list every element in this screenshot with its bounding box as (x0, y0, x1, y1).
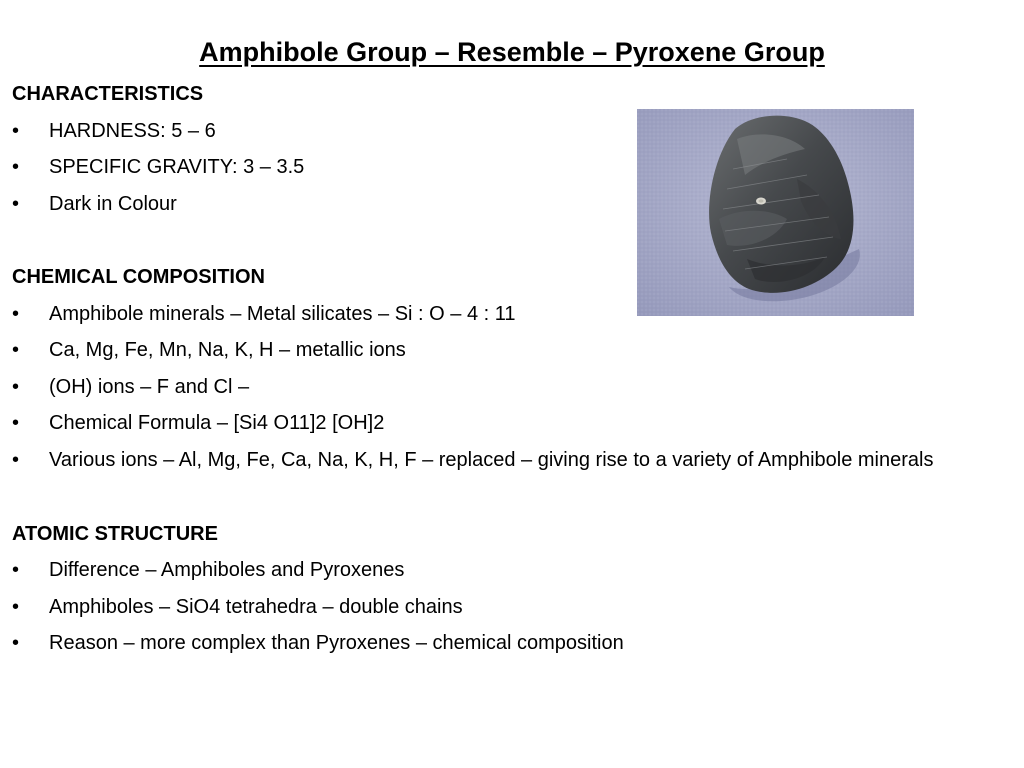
bullet-icon: • (12, 339, 20, 362)
list-item-text: Dark in Colour (49, 192, 177, 215)
list-item (12, 589, 1002, 626)
bullet-icon: • (12, 595, 20, 618)
list-item-text: Amphibole minerals – Metal silicates – Si : O – 4 : 11 (49, 302, 516, 325)
bullet-icon: • (12, 448, 20, 471)
list-item-text: Ca, Mg, Fe, Mn, Na, K, H – metallic ions (49, 339, 406, 362)
list-item-text: (OH) ions – F and Cl – (49, 375, 250, 398)
bullet-icon: • (12, 119, 20, 142)
list-item-text: Difference – Amphiboles and Pyroxenes (49, 559, 405, 582)
list-item (12, 442, 1002, 479)
section-heading-chemical-composition: CHEMICAL COMPOSITION (12, 265, 265, 288)
list-item-text: HARDNESS: 5 – 6 (49, 119, 216, 142)
section-heading-characteristics: CHARACTERISTICS (12, 83, 204, 105)
list-item (12, 369, 1002, 406)
mineral-photo-graphic (637, 109, 914, 316)
bullet-icon: • (12, 375, 20, 398)
bullet-icon: • (12, 156, 20, 179)
slide-title: Amphibole Group – Resemble – Pyroxene Group (199, 37, 825, 67)
bullet-icon: • (12, 559, 20, 582)
bullet-icon: • (12, 302, 20, 325)
list-item (12, 625, 1002, 662)
bullet-icon: • (12, 192, 20, 215)
list-item-text: Various ions – Al, Mg, Fe, Ca, Na, K, H, F – replaced – giving rise to a variety of Amphibole minerals (49, 448, 934, 471)
list-item (12, 552, 1002, 589)
list-item-text: Chemical Formula – [Si4 O11]2 [OH]2 (49, 412, 385, 435)
list-item (12, 332, 1002, 369)
list-item-text: Amphiboles – SiO4 tetrahedra – double chains (49, 595, 463, 618)
section-spacer (12, 479, 1002, 516)
list-item-text: SPECIFIC GRAVITY: 3 – 3.5 (49, 156, 305, 179)
section-heading-atomic-structure: ATOMIC STRUCTURE (12, 522, 218, 545)
bullet-icon: • (12, 632, 20, 655)
list-item (12, 405, 1002, 442)
bullet-icon: • (12, 412, 20, 435)
mineral-sample-photo (637, 109, 914, 316)
list-item-text: Reason – more complex than Pyroxenes – chemical composition (49, 632, 624, 655)
